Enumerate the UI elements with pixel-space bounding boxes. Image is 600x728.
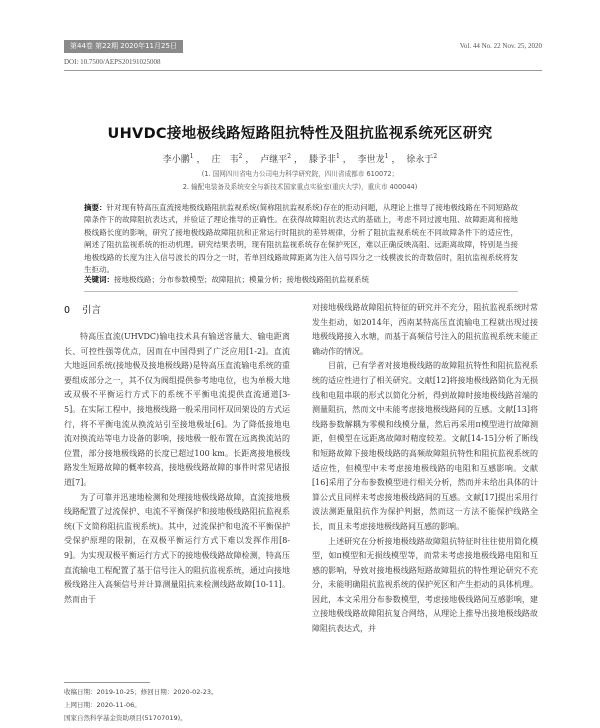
left-column (64, 330, 290, 607)
footnote-online: 上网日期：2020-11-06。 (64, 701, 141, 709)
keywords-text: 接地极线路；分布参数模型；故障阻抗；模量分析；接地极线路阻抗监视系统 (114, 275, 369, 284)
paragraph: 特高压直流(UHVDC)输电技术具有输送容量大、输电距离长、可控性强等优点，因而在中国得到了广泛应用[1-2]。直流大地返回系统(接地极及接地极线路)是特高压直流输电系统的重要组成部分之一，其不仅为阀组提供参考地电位，也为单极大地或双极不平衡运行方式下的系统不平衡电流提供直流通道[3-5]。在实际工程中，接地极线路一般采用同杆双回架设的方式运行，将不平衡电流从换流站引至接地极址[6]。为了降低接地电流对换流站等电力设备的影响，接地极一般布置在远离换流站的位置，部分接地极线路的长度已超过100 km。长距离接地极线路发生短路故障的概率较高，接地极线路故障的事件时常见诸报道[7]。 (64, 332, 290, 487)
abstract (84, 202, 518, 276)
author-affil: 2 (433, 153, 438, 160)
abstract-text: 针对现有特高压直流接地极线路阻抗监视系统(简称阻抗监视系统)存在的拒动问题，从理论上推导了接地极线路在不同短路故障条件下的故障阻抗表达式，并验证了理论推导的正确性。在获得故障阻抗表达式的基础上，考虑不同过渡电阻、故障距离和接地极线路长度的影响，研究了接地极线路故障阻抗和正常运行时阻抗的差异规律，分析了阻抗监视系统在不同故障条件下的适应性，阐述了阻抗监视系统的拒动机理。研究结果表明，现有阻抗监视系统存在保护死区，难以正确反映高阻、远距离故障，特别是当接地极线路的长度为注入信号波长的四分之一时，若单回线路故障距离为注入信号四分之一线模波长的奇数倍时，阻抗监视系统将发生拒动。 (84, 203, 519, 275)
paragraph: 对接地极线路故障阻抗特征的研究并不充分，阻抗监视系统时常发生拒动，如2014年，西南某特高压直流输电工程就出现过接地极线路接入水塘，而基于高频信号注入的阻抗监视系统未能正确动作的情况。 (312, 303, 538, 356)
abstract-label: 摘要： (84, 203, 107, 212)
footnotes (64, 686, 218, 725)
paragraph: 上述研究在分析接地极线路故障阻抗特征时往往使用简化模型，如π模型和无损线模型等，而常未考虑接地极线路电阻和互感的影响，导致对接地极线路短路故障阻抗的特性理论研究不充分，未能明确阻抗监视系统的保护死区和产生拒动的具体机理。因此，本文采用分布参数模型，考虑接地极线路间互感影响，建立接地极线路故障阻抗复合网络，从理论上推导出接地极线路故障阻抗表达式，并 (312, 536, 538, 634)
footnote-funding: 国家自然科学基金资助项目(51707019)。 (64, 714, 187, 722)
header-divider (64, 70, 542, 71)
journal-volume-info: Vol. 44 No. 22 Nov. 25, 2020 (459, 42, 542, 50)
author-list: 李小鹏$^1$ ， 庄 韦$^2$ ， 卢继平$^2$ ， 滕予非$^1$ ， 李世龙$^1$ ， 徐永于$^2$ (162, 153, 438, 165)
section-heading (64, 302, 101, 316)
affiliation-1: (1. 国网四川省电力公司电力科学研究院，四川省成都市 610072； (201, 170, 399, 178)
section-title: 引言 (82, 305, 102, 316)
author: 卢继平 (260, 155, 288, 165)
paragraph: 目前，已有学者对接地极线路的故障阻抗特性和阻抗监视系统的适应性进行了相关研究。文献[12]将接地极线路简化为无损线和电阻串联的形式以简化分析，得到故障时接地极线路首端的测量阻抗，然而文中未能考虑接地极线路间的互感。文献[13]将线路参数解耦为零模和线模分量，然后再采用π模型进行故障测距，但模型在远距离故障时精度较差。文献[14-15]分析了断线和短路故障下接地极线路的高频故障阻抗特性和阻抗监视系统的适应性，但模型中未考虑接地极线路的电阻和互感影响。文献[16]采用了分布参数模型进行相关分析，然而并未给出具体的计算公式且同样未考虑接地极线路间的互感。文献[17]提出采用行波法测距量阻抗作为保护判据，然而这一方法不能保护线路全长，而且未考虑接地极线路间互感的影响。 (312, 361, 538, 531)
section-number: 0 (64, 305, 71, 316)
author-affil: 1 (384, 153, 389, 160)
doi[interactable]: DOI: 10.7500/AEPS20191025008 (64, 58, 161, 66)
author-affil: 1 (189, 153, 194, 160)
author-affil: 2 (238, 153, 243, 160)
author: 李小鹏 (162, 155, 190, 165)
right-column (312, 301, 538, 637)
affiliation-2: 2. 输配电装备及系统安全与新技术国家重点实验室(重庆大学)，重庆市 400044) (182, 183, 418, 191)
author: 滕予非 (308, 155, 336, 165)
author: 徐永于 (406, 155, 434, 165)
journal-issue-banner: 第44卷 第22期 2020年11月25日 (64, 40, 183, 53)
author-affil: 2 (287, 153, 292, 160)
footnote-received: 收稿日期：2019-10-25；修回日期：2020-02-23。 (64, 688, 218, 696)
paper-title: UHVDC接地极线路短路阻抗特性及阻抗监视系统死区研究 (107, 126, 493, 142)
keywords (84, 274, 518, 286)
keywords-label: 关键词： (84, 275, 114, 284)
author: 李世龙 (357, 155, 385, 165)
paragraph: 为了可靠并迅速地检测和处理接地极线路故障，直流接地极线路配置了过流保护、电流不平衡保护和接地极线路阻抗监视系统(下文简称阻抗监视系统)。其中，过流保护和电流不平衡保护受保护原理的限制，在双极平衡运行方式下难以发挥作用[8-9]。为实现双极平衡运行方式下的接地极线路故障检测，特高压直流输电工程配置了基于信号注入的阻抗监视系统，通过向接地极线路注入高频信号并计算测量阻抗来检测线路故障[10-11]。然而由于 (64, 492, 290, 604)
footnote-divider (64, 682, 150, 683)
abstract-divider (84, 291, 518, 292)
author: 庄 韦 (211, 155, 239, 165)
author-affil: 1 (335, 153, 340, 160)
